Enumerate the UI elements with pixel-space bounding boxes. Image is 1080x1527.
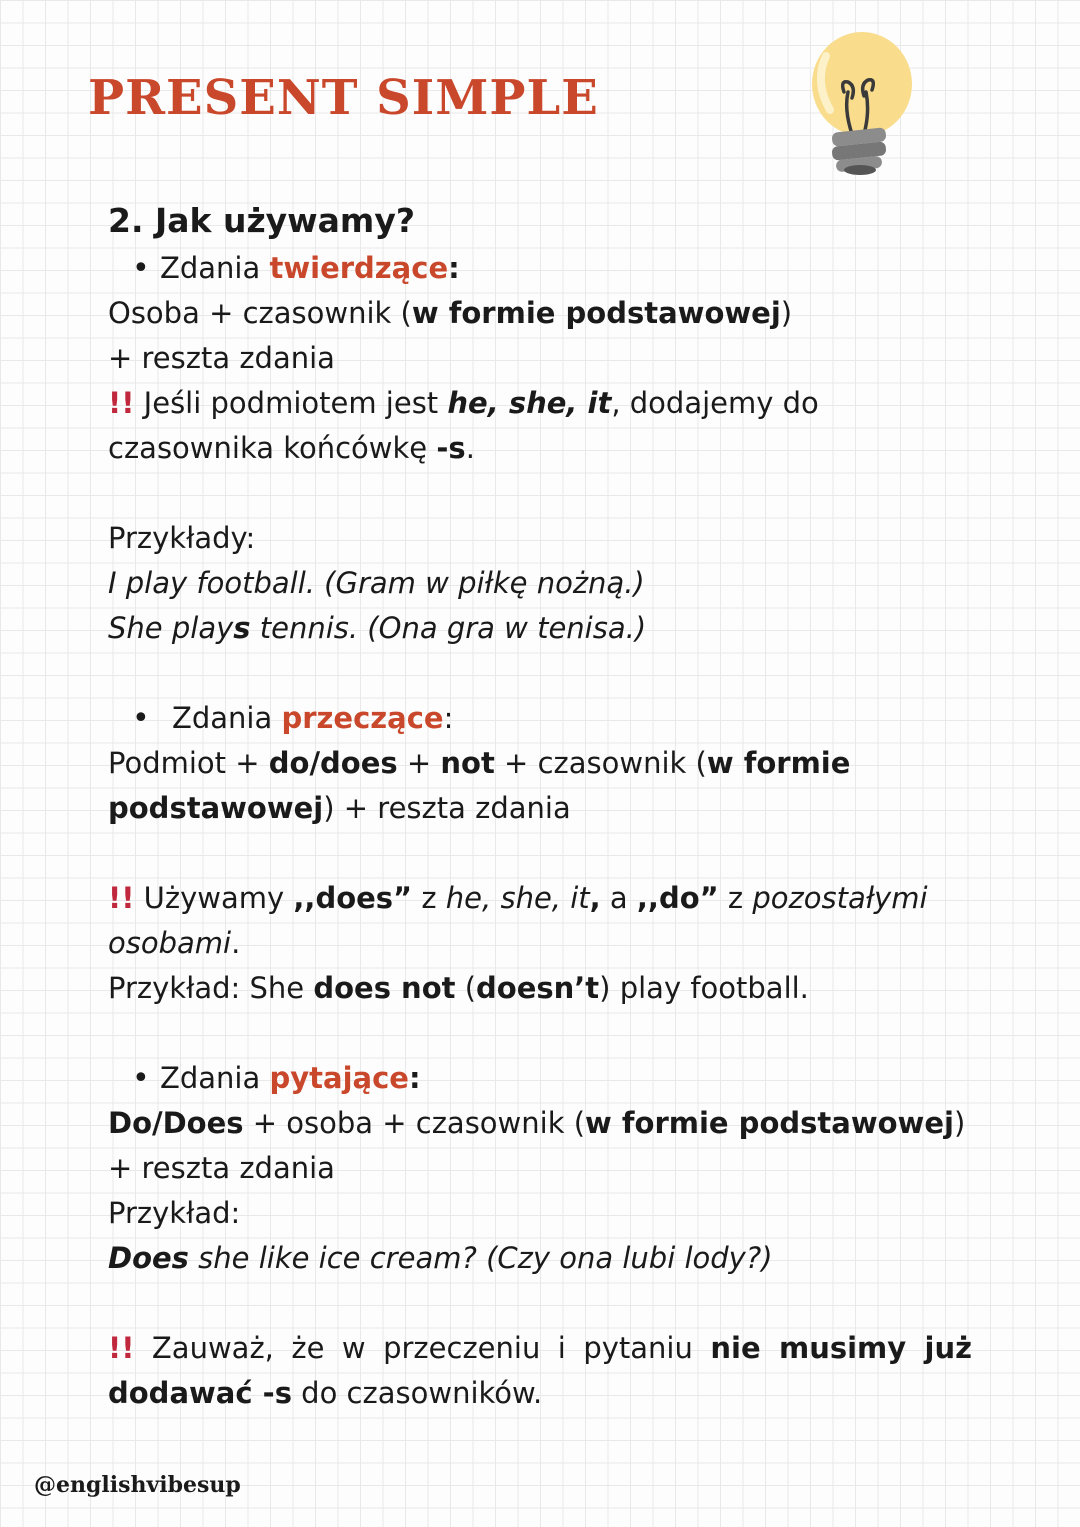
note-negative-line2 (108, 921, 972, 966)
text: Osoba + czasownik ( (108, 296, 412, 330)
warning-icon: !! (108, 386, 135, 420)
bold-text: does not (313, 971, 456, 1005)
final-note-line2 (108, 1371, 972, 1416)
text: ) (780, 296, 793, 330)
colon: : (443, 701, 454, 735)
bold-text: podstawowej (108, 791, 324, 825)
page-title: PRESENT SIMPLE (88, 70, 599, 126)
bullet-dot: • (132, 701, 150, 736)
rule-interrogative-line2: + reszta zdania (108, 1151, 335, 1185)
text: + osoba + czasownik ( (243, 1106, 586, 1140)
text: . (231, 926, 241, 960)
bullet-text (160, 1056, 421, 1101)
rule-interrogative (108, 1101, 972, 1146)
text: , (589, 881, 601, 915)
bullet-interrogative (108, 1056, 972, 1101)
bold-s: s (233, 611, 251, 645)
text: + czasownik ( (494, 746, 707, 780)
bold-text: Do/Does (108, 1106, 244, 1140)
label: Zdania (160, 1061, 270, 1095)
content-body (108, 196, 972, 1416)
example-negative (108, 966, 972, 1011)
author-handle: @englishvibesup (34, 1472, 241, 1498)
label: Zdania (172, 701, 282, 735)
warning-icon: !! (108, 881, 135, 915)
text: czasownika końcówkę (108, 431, 437, 465)
keyword-interrogative: pytające (269, 1061, 409, 1095)
example-2 (108, 606, 972, 651)
bold-text: ,,does” (293, 881, 413, 915)
text: She play (108, 611, 234, 645)
bold-text: doesn’t (476, 971, 600, 1005)
suffix: -s (436, 431, 466, 465)
bold-text: ,,do” (636, 881, 719, 915)
example-1 (108, 561, 972, 606)
rule-affirmative (108, 291, 972, 336)
keyword-affirmative: twierdzące (269, 251, 449, 285)
bold-text: nie musimy już (710, 1331, 972, 1365)
text: she like ice cream? (Czy ona lubi lody?) (188, 1241, 773, 1275)
example-interrogative (108, 1236, 972, 1281)
bullet-text (172, 696, 453, 741)
bold-text: do/does (268, 746, 398, 780)
bold-text: w formie (706, 746, 851, 780)
examples-label: Przykłady: (108, 521, 256, 555)
text: ) play football. (599, 971, 809, 1005)
bullet-negative (108, 696, 972, 741)
text: ) (953, 1106, 966, 1140)
text: , dodajemy do (611, 386, 819, 420)
bold-text: not (440, 746, 495, 780)
text: Zauważ, że w przeczeniu i pytaniu (134, 1331, 711, 1365)
colon: : (408, 1061, 421, 1095)
text: do czasowników. (291, 1376, 543, 1410)
text: tennis. (Ona gra w tenisa.) (250, 611, 647, 645)
rule-negative-line2 (108, 786, 972, 831)
example-text: I play football. (Gram w piłkę nożną.) (108, 566, 645, 600)
italic-text: osobami (108, 926, 232, 960)
bullet-affirmative (108, 246, 972, 291)
section-heading: 2. Jak używamy? (108, 201, 415, 240)
note-negative (108, 876, 972, 921)
text: ) + reszta zdania (323, 791, 571, 825)
rule-negative (108, 741, 972, 786)
final-note (108, 1326, 972, 1371)
text: + (397, 746, 441, 780)
rule-affirmative-line2: + reszta zdania (108, 341, 335, 375)
bullet-text (160, 246, 460, 291)
text: a (600, 881, 637, 915)
text: . (465, 431, 475, 465)
text: Przykład: She (108, 971, 314, 1005)
example-label: Przykład: (108, 1196, 241, 1230)
text: ( (455, 971, 477, 1005)
text: z (718, 881, 753, 915)
light-bulb-icon (800, 22, 920, 182)
keyword-negative: przeczące (281, 701, 444, 735)
warning-icon: !! (108, 1331, 135, 1365)
bullet-dot: • (132, 251, 150, 286)
text: z (412, 881, 446, 915)
text: Jeśli podmiotem jest (134, 386, 448, 420)
label: Zdania (160, 251, 270, 285)
note-affirmative (108, 381, 972, 426)
text: Używamy (134, 881, 294, 915)
bold-text: w formie podstawowej (585, 1106, 954, 1140)
bold-text: w formie podstawowej (411, 296, 781, 330)
note-affirmative-line2 (108, 426, 972, 471)
bold-text: Does (108, 1241, 189, 1275)
bullet-dot: • (132, 1061, 150, 1096)
pronouns: he, she, it (445, 881, 590, 915)
colon: : (448, 251, 460, 285)
text: Podmiot + (108, 746, 269, 780)
bold-text: dodawać -s (108, 1376, 292, 1410)
italic-text: pozostałymi (752, 881, 928, 915)
pronouns: he, she, it (447, 386, 612, 420)
